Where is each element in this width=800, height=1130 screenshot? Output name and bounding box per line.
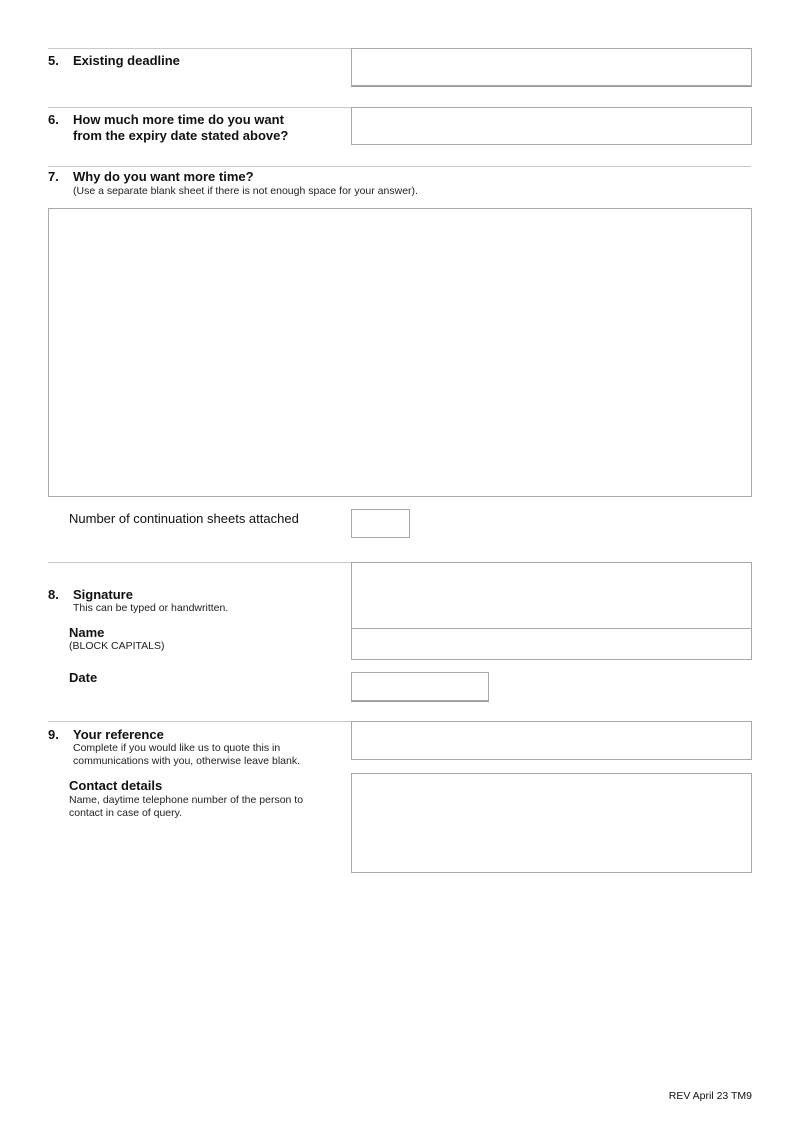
contact-details-textarea[interactable] [351,773,752,873]
question-9-label: Your reference [73,727,164,742]
question-7-label: Why do you want more time? [73,169,254,184]
name-hint: (BLOCK CAPITALS) [69,640,165,652]
question-8-number: 8. [48,587,59,602]
question-5-number: 5. [48,53,59,68]
more-time-input[interactable] [351,107,752,145]
contact-details-hint-line2: contact in case of query. [69,807,183,819]
question-6-label-line2: from the expiry date stated above? [73,128,289,143]
question-7-hint: (Use a separate blank sheet if there is not enough space for your answer). [73,185,418,197]
question-6-label-line1: How much more time do you want [73,112,284,127]
your-reference-input[interactable] [351,721,752,760]
question-9-hint-line1: Complete if you would like us to quote this in [73,742,281,754]
question-9-hint-line2: communications with you, otherwise leave blank. [73,755,301,767]
name-input[interactable] [351,628,752,660]
date-input[interactable] [351,672,489,701]
name-label: Name [69,625,105,640]
date-label: Date [69,670,98,685]
signature-box[interactable] [351,562,752,629]
continuation-sheets-label: Number of continuation sheets attached [69,511,299,526]
contact-details-hint-line1: Name, daytime telephone number of the person to [69,794,304,806]
question-8-label: Signature [73,587,133,602]
revision-footer: REV April 23 TM9 [668,1090,752,1102]
question-8-hint: This can be typed or handwritten. [73,602,229,614]
section-divider-7 [48,166,751,167]
question-6-number: 6. [48,112,59,127]
reason-textarea[interactable] [48,208,752,497]
question-5-label: Existing deadline [73,53,180,68]
question-7-number: 7. [48,169,59,184]
question-9-number: 9. [48,727,59,742]
existing-deadline-input[interactable] [351,48,752,86]
continuation-sheets-input[interactable] [351,509,410,538]
contact-details-label: Contact details [69,778,163,793]
